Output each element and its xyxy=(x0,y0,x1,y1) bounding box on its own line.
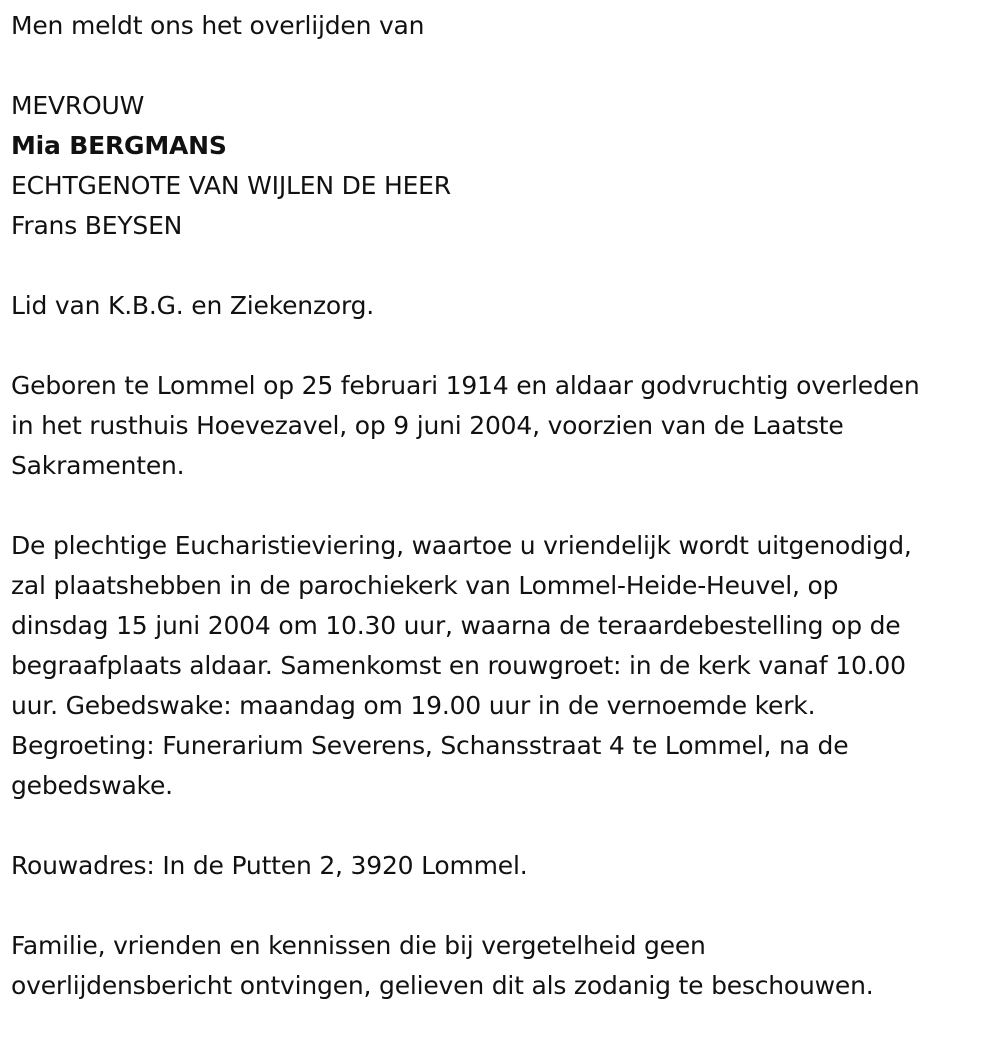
intro-text: Men meldt ons het overlijden van xyxy=(11,11,425,40)
paragraph-line: Begroeting: Funerarium Severens, Schansstraat 4 te Lommel, na de xyxy=(11,731,849,760)
closing-paragraph xyxy=(11,926,996,1006)
birth-death-paragraph xyxy=(11,366,996,486)
spacer xyxy=(11,486,996,526)
spacer xyxy=(11,326,996,366)
paragraph-line: gebedswake. xyxy=(11,771,173,800)
deceased-name: Mia BERGMANS xyxy=(11,131,227,160)
spacer xyxy=(11,246,996,286)
spacer xyxy=(11,46,996,86)
title-line: MEVROUW xyxy=(11,91,145,120)
membership-text: Lid van K.B.G. en Ziekenzorg. xyxy=(11,291,375,320)
mourning-address: Rouwadres: In de Putten 2, 3920 Lommel. xyxy=(11,851,528,880)
paragraph-line: Geboren te Lommel op 25 februari 1914 en aldaar godvruchtig overleden xyxy=(11,371,920,400)
paragraph-line: overlijdensbericht ontvingen, gelieven dit als zodanig te beschouwen. xyxy=(11,971,874,1000)
death-notice xyxy=(11,6,996,1006)
relation-line: ECHTGENOTE VAN WIJLEN DE HEER xyxy=(11,171,451,200)
paragraph-line: De plechtige Eucharistieviering, waartoe u vriendelijk wordt uitgenodigd, xyxy=(11,531,912,560)
paragraph-line: zal plaatshebben in de parochiekerk van Lommel-Heide-Heuvel, op xyxy=(11,571,839,600)
paragraph-line: in het rusthuis Hoevezavel, op 9 juni 2004, voorzien van de Laatste xyxy=(11,411,844,440)
spacer xyxy=(11,886,996,926)
paragraph-line: uur. Gebedswake: maandag om 19.00 uur in de vernoemde kerk. xyxy=(11,691,816,720)
paragraph-line: Sakramenten. xyxy=(11,451,185,480)
paragraph-line: Familie, vrienden en kennissen die bij vergetelheid geen xyxy=(11,931,706,960)
ceremony-paragraph xyxy=(11,526,996,806)
spouse-name: Frans BEYSEN xyxy=(11,211,183,240)
spacer xyxy=(11,806,996,846)
paragraph-line: dinsdag 15 juni 2004 om 10.30 uur, waarna de teraardebestelling op de xyxy=(11,611,901,640)
paragraph-line: begraafplaats aldaar. Samenkomst en rouwgroet: in de kerk vanaf 10.00 xyxy=(11,651,906,680)
